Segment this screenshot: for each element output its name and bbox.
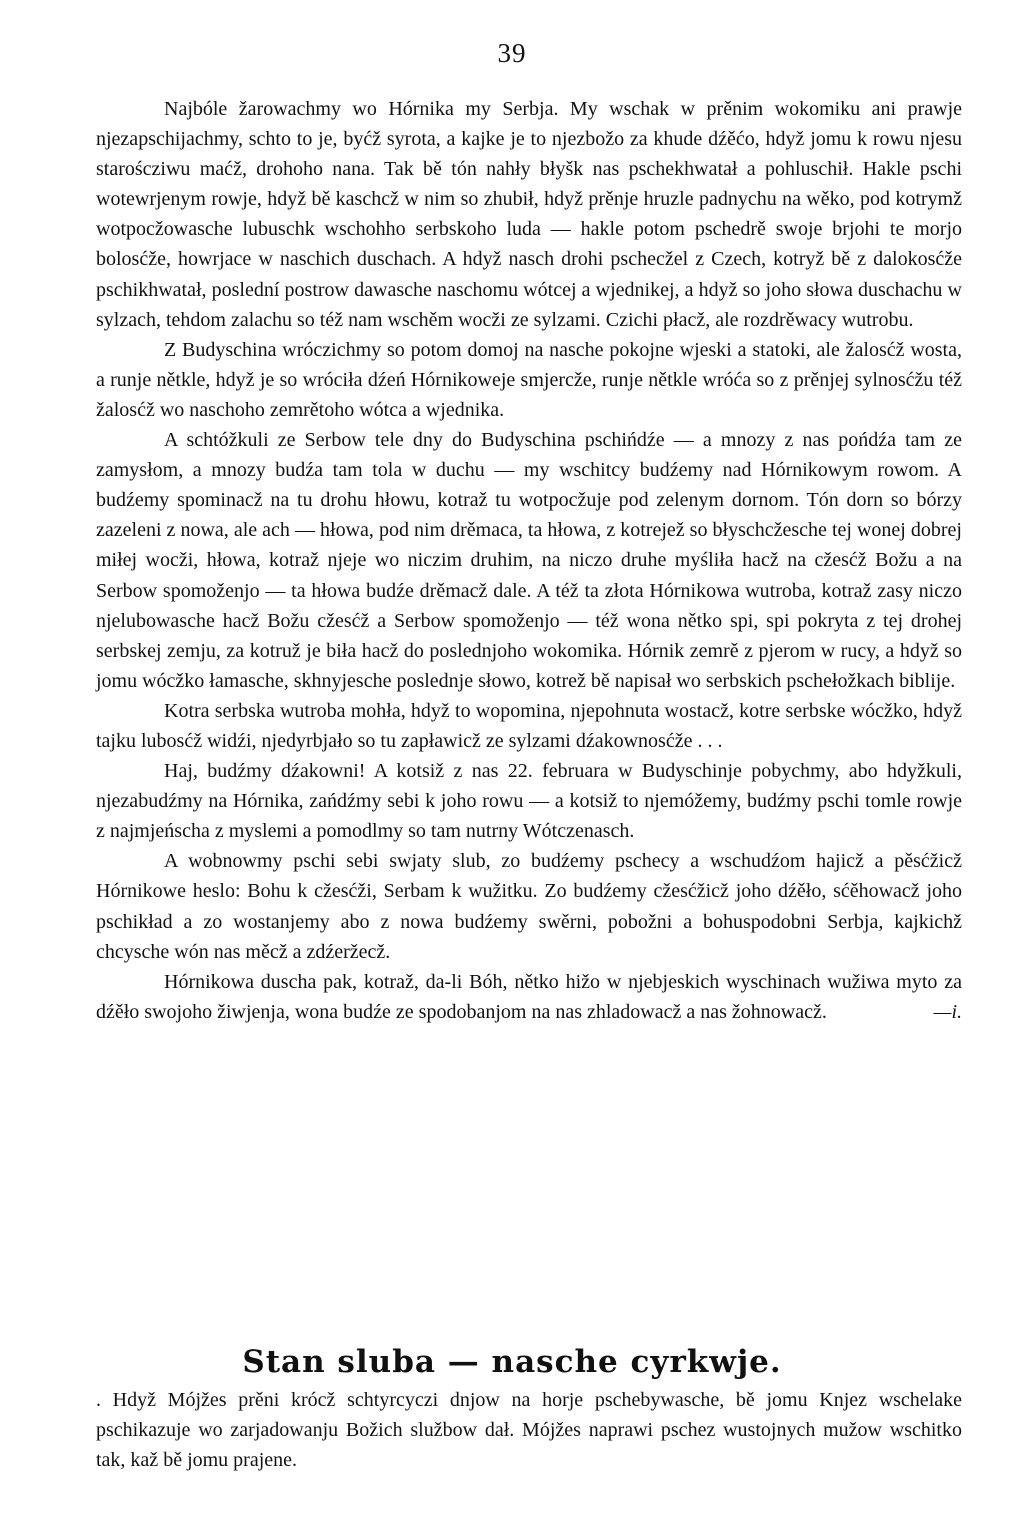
article-paragraph: A wobnowmy pschi sebi swjaty slub, zo budźemy pschecy a wschudźom hajicž a pěsćžicž Hórnikowe heslo: Bohu k cžesćži, Serbam k wužitku. Zo budźemy cžesćžicž joho dźěło, sćěhowacž joho pschikład a zo wostanjemy abo z nowa budźemy swěrni, pobožni a bohuspodobni Serbja, kajkichž chcysche wón nas měcž a zdźeržecž. [96, 850, 962, 963]
article-paragraph: A schtóžkuli ze Serbow tele dny do Budyschina pschińdźe — a mnozy z nas pońdźa tam ze zamysłom, a mnozy budźa tam tola w duchu — my wschitcy budźemy nad Hórnikowym rowom. A budźemy spominacž na tu drohu hłowu, kotraž tu wotpocžuje pod zelenym dornom. Tón dorn so bórzy zazeleni z nowa, ale ach — hłowa, pod nim drěmaca, ta hłowa, z kotrejež so błyschcžesche tej wonej dobrej miłej wocži, hłowa, kotraž njeje wo niczim druhim, na niczo druhe myśliła hacž na cžesćž Božu a na Serbow spomoženjo — ta hłowa budźe drěmacž dale. A též ta złota Hórnikowa wutroba, kotraž zasy niczo njelubowasche hacž Božu cžesćž a Serbow spomoženjo — též wona nětko spi, spi pokryta z tej drohej serbskej zemju, za kotruž je biła hacž do poslednjoho wokomika. Hórnik zemrě z pjerom w rucy, a hdyž so jomu wócžko łamasche, skhnyjesche poslednje słowo, kotrež bě napisał wo serbskich pschełožkach biblije. [96, 429, 962, 692]
article-paragraph: Haj, budźmy dźakowni! A kotsiž z nas 22. februara w Budyschinje pobychmy, abo hdyžkuli, njezabudźmy na Hórnika, zańdźmy sebi k joho rowu — a kotsiž to njemóžemy, budźmy pschi tomle rowje z najmjeńscha z myslemi a pomodlmy so tam nutrny Wótczenasch. [96, 760, 962, 843]
article-paragraph: Najbóle žarowachmy wo Hórnika my Serbja. My wschak w prěnim wokomiku ani prawje njezapschijachmy, schto to je, byćž syrota, a kajke je to njezbožo za khude dźěćo, hdyž jomu k rowu njesu staroścziwu maćž, drohoho nana. Tak bě tón nahły błyšk nas pschekhwatał a pohluschił. Hakle pschi wotewrjenym rowje, hdyž bě kaschcž w nim so zhubił, hdyž prěnje hruzle padnychu na wěko, pod kotrymž wotpocžowasche lubuschk wschohho serbskoho luda — hakle potom pschedrě swoje brjohi te morjo bolosćže, howrjace w naschich duschach. A hdyž nasch drohi pschecžel z Czech, kotryž bě z dalokosćže pschikhwatał, poslední postrow dawasche naschomu wótcej a wjednikej, a hdyž so joho słowa duschachu w sylzach, tehdom zalachu so též nam wschěm wocži ze sylzami. Czichi płacž, ale rozdrěwacy wutrobu. [96, 98, 962, 331]
section-paragraph: . Hdyž Mójžes prěni krócž schtyrcyczi dnjow na horje pschebywasche, bě jomu Knjez wschelake pschikazuje wo zarjadowanju Božich službow dał. Mójžes naprawi pschez wustojnych mužow wschitko tak, kaž bě jomu prajene. [96, 1389, 962, 1472]
article-paragraph-last [96, 967, 962, 1027]
section-body [96, 1385, 962, 1475]
article-paragraph-text: Hórnikowa duscha pak, kotraž, da-li Bóh, nětko hižo w njebjeskich wyschinach wužiwa myto za dźěło swojoho žiwjenja, wona budźe ze spodobanjom na nas zhladowacž a nas žohnowacž. [96, 970, 962, 1023]
section-heading: Stan sluba — nasche cyrkwje. [242, 1344, 782, 1380]
author-signature: —i. [933, 1000, 962, 1023]
page-number: 39 [497, 38, 527, 68]
article-paragraph: Kotra serbska wutroba mohła, hdyž to wopomina, njepohnuta wostacž, kotre serbske wócžko, hdyž tajku lubosćž widźi, njedyrbjało so tu zapławicž ze sylzami dźakownosćže . . . [96, 699, 962, 752]
article-paragraph: Z Budyschina wróczichmy so potom domoj na nasche pokojne wjeski a statoki, ale žalosćž wosta, a runje nětkle, hdyž je so wróciła dźeń Hórnikoweje smjercže, runje nětkle wróća so z prěnjej sylnosćžu též žalosćž wo naschoho zemrětoho wótca a wjednika. [96, 338, 962, 421]
article-body [96, 94, 962, 1027]
